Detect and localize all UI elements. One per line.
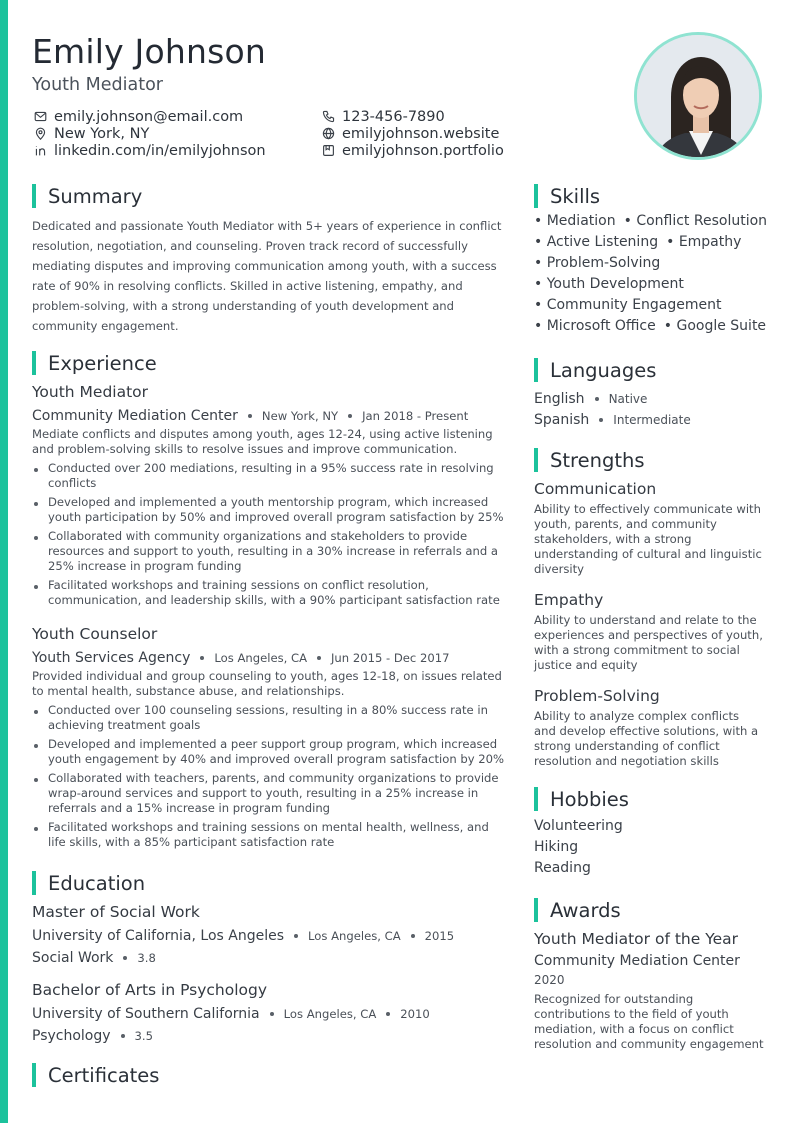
degree: Master of Social Work: [32, 903, 200, 921]
gpa: 3.8: [137, 951, 156, 965]
skill-item: • Community Engagement: [534, 297, 722, 313]
contact-list-left: [32, 108, 266, 159]
list-item: Conducted over 100 counseling sessions, resulting in a 80% success rate in achieving treatment goals: [32, 703, 510, 733]
summary-heading: Summary: [32, 184, 142, 208]
hobby-item: Reading: [534, 860, 591, 876]
job-description: Provided individual and group counseling to youth, ages 12-18, on issues related to mental health, substance abuse, and relationships.: [32, 669, 502, 698]
education-heading: Education: [32, 871, 145, 895]
job-org: Community Mediation Center: [32, 408, 238, 424]
skill-item: • Empathy: [666, 234, 742, 250]
award-description: Recognized for outstanding contributions to the field of youth mediation, with a focus on conflict resolution and community engagement: [534, 992, 764, 1051]
contact-portfolio-text: emilyjohnson.portfolio: [342, 142, 504, 159]
strength-description: Ability to effectively communicate with youth, parents, and community stakeholders, with a strong understanding of cultural and linguistic diversity: [534, 502, 762, 576]
list-item: Collaborated with teachers, parents, and community organizations to provide wrap-around services and support to youth, resulting in a 25% increase in referrals and a 15% increase in program funding: [32, 771, 510, 816]
contact-linkedin[interactable]: [32, 142, 266, 159]
strength-item: [534, 480, 764, 577]
contact-portfolio[interactable]: [320, 142, 504, 159]
globe-icon: [320, 127, 336, 141]
field-of-study: Social Work: [32, 950, 114, 966]
skill-item: • Mediation: [534, 213, 616, 229]
hobbies-heading: Hobbies: [534, 787, 629, 811]
certificates-heading: Certificates: [32, 1063, 159, 1087]
strength-title: Problem-Solving: [534, 687, 660, 705]
skill-item: • Google Suite: [663, 318, 767, 334]
experience-item: [32, 625, 510, 854]
mail-icon: [32, 110, 48, 124]
list-item: Developed and implemented a peer support group program, which increased youth engagement by 40% and improved overall program satisfaction by 20%: [32, 737, 510, 767]
accent-bar: [0, 0, 8, 1123]
list-item: Facilitated workshops and training sessions on conflict resolution, communication, and leadership skills, with a 90% participant satisfaction rate: [32, 578, 510, 608]
job-location: Los Angeles, CA: [214, 651, 308, 665]
portfolio-icon: [320, 144, 336, 158]
profile-photo: [634, 32, 762, 160]
awards-heading: Awards: [534, 898, 621, 922]
school-location: Los Angeles, CA: [308, 929, 401, 943]
education-meta: [32, 925, 512, 947]
candidate-title: Youth Mediator: [32, 75, 164, 95]
strength-description: Ability to understand and relate to the experiences and perspectives of youth, with a strong commitment to social justice and equity: [534, 613, 763, 672]
contact-email-text: emily.johnson@email.com: [54, 108, 244, 125]
skill-item: • Active Listening: [534, 234, 659, 250]
contact-linkedin-text: linkedin.com/in/emilyjohnson: [54, 142, 266, 159]
education-field: [32, 1025, 512, 1047]
list-item: Facilitated workshops and training sessions on mental health, wellness, and life skills, with a 85% participant satisfaction rate: [32, 820, 510, 850]
job-org: Youth Services Agency: [32, 650, 191, 666]
school-location: Los Angeles, CA: [283, 1007, 377, 1021]
languages-heading: Languages: [534, 358, 656, 382]
linkedin-icon: [32, 144, 48, 158]
job-bullets: [32, 461, 510, 608]
field-of-study: Psychology: [32, 1028, 111, 1044]
job-title: Youth Mediator: [32, 383, 149, 401]
skill-item: • Youth Development: [534, 276, 684, 292]
strengths-heading: Strengths: [534, 448, 645, 472]
skill-item: • Conflict Resolution: [623, 213, 768, 229]
contact-list-right: [320, 108, 504, 159]
hobby-item: Hiking: [534, 839, 579, 855]
language-level: Native: [608, 391, 648, 406]
language-name: Spanish: [534, 411, 590, 428]
contact-location-text: New York, NY: [54, 125, 150, 142]
education-meta: [32, 1003, 512, 1025]
contact-website-text: emilyjohnson.website: [342, 125, 500, 142]
strength-title: Communication: [534, 480, 657, 498]
award-year: 2020: [534, 973, 565, 987]
award-title: Youth Mediator of the Year: [534, 930, 739, 948]
contact-location: [32, 125, 266, 142]
job-dates: Jun 2015 - Dec 2017: [331, 651, 450, 665]
language-item: [534, 409, 691, 430]
gpa: 3.5: [134, 1029, 153, 1043]
skills-list: [534, 213, 774, 339]
candidate-name: Emily Johnson: [32, 32, 267, 71]
job-dates: Jan 2018 - Present: [362, 409, 469, 423]
school: University of Southern California: [32, 1006, 260, 1022]
skill-item: • Problem-Solving: [534, 255, 661, 271]
award-org: Community Mediation Center: [534, 953, 740, 969]
experience-heading: Experience: [32, 351, 157, 375]
job-bullets: [32, 703, 510, 850]
list-item: Developed and implemented a youth mentorship program, which increased youth participation by 50% and improved overall program satisfaction by 25%: [32, 495, 510, 525]
summary-text: Dedicated and passionate Youth Mediator with 5+ years of experience in conflict resolution, negotiation, and counseling. Proven track record of successfully mediating disputes and improving communication among youth, with a success rate of 90% in resolving conflicts. Skilled in active listening, empathy, and problem-solving, with a strong understanding of youth development and community engagement.: [32, 219, 502, 333]
list-item: Collaborated with community organizations and stakeholders to provide resources and support to youth, resulting in a 30% increase in referrals and a 25% increase in program funding: [32, 529, 510, 574]
contact-phone-text: 123-456-7890: [342, 108, 445, 125]
experience-item: [32, 383, 510, 612]
job-meta: [32, 647, 510, 669]
strength-item: [534, 687, 764, 769]
graduation-year: 2015: [424, 929, 455, 943]
strength-item: [534, 591, 764, 673]
contact-phone[interactable]: [320, 108, 504, 125]
hobby-item: Volunteering: [534, 818, 623, 834]
language-item: [534, 388, 691, 409]
education-field: [32, 947, 512, 969]
contact-email[interactable]: [32, 108, 266, 125]
skill-item: • Microsoft Office: [534, 318, 656, 334]
location-pin-icon: [32, 127, 48, 141]
job-title: Youth Counselor: [32, 625, 158, 643]
strength-description: Ability to analyze complex conflicts and develop effective solutions, with a strong understanding of conflict resolution and negotiation skills: [534, 709, 759, 768]
job-description: Mediate conflicts and disputes among youth, ages 12-24, using active listening and problem-solving skills to resolve issues and improve communication.: [32, 427, 493, 456]
list-item: Conducted over 200 mediations, resulting in a 95% success rate in resolving conflicts: [32, 461, 510, 491]
language-level: Intermediate: [613, 412, 691, 427]
contact-website[interactable]: [320, 125, 504, 142]
school: University of California, Los Angeles: [32, 928, 285, 944]
language-name: English: [534, 390, 585, 407]
strength-title: Empathy: [534, 591, 604, 609]
job-meta: [32, 405, 510, 427]
award-item: [534, 930, 764, 1052]
education-item: [32, 981, 512, 1047]
graduation-year: 2010: [400, 1007, 430, 1021]
degree: Bachelor of Arts in Psychology: [32, 981, 268, 999]
education-item: [32, 903, 512, 969]
skills-heading: Skills: [534, 184, 600, 208]
hobbies-list: [534, 818, 623, 881]
phone-icon: [320, 110, 336, 124]
languages-list: [534, 388, 691, 430]
job-location: New York, NY: [261, 409, 339, 423]
